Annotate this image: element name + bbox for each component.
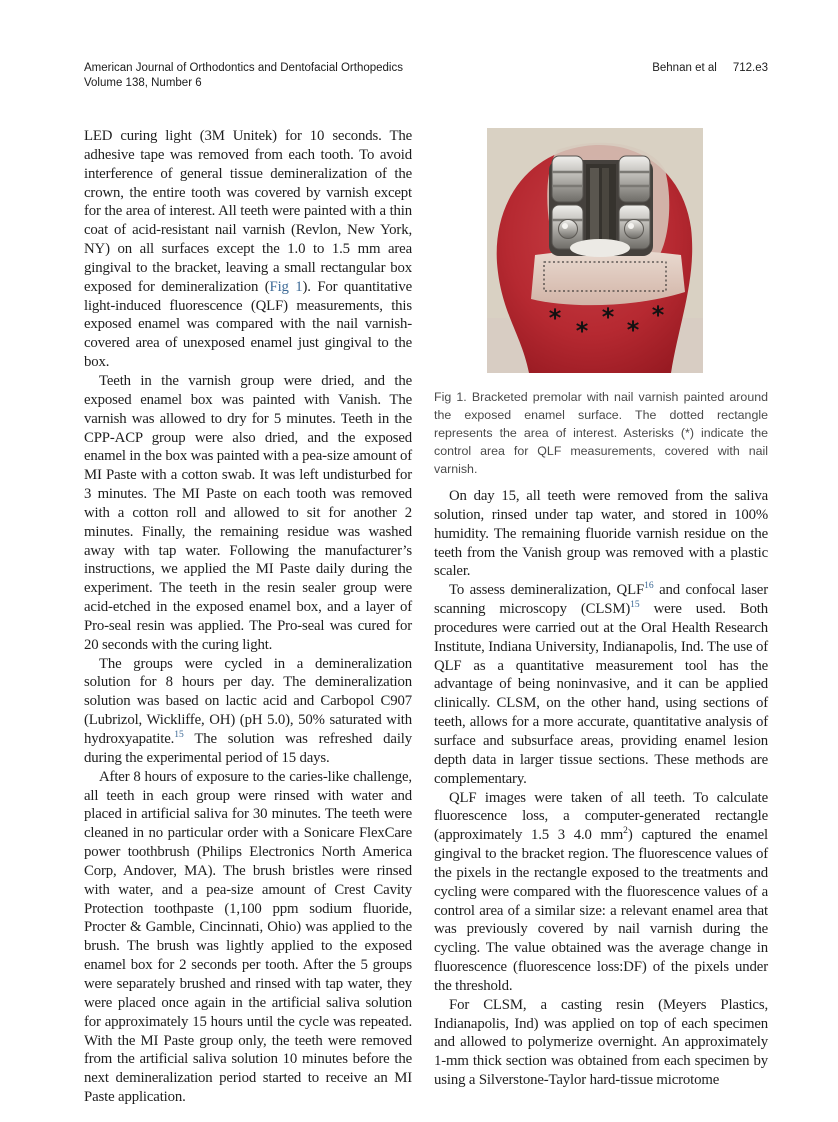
figure-reference-link[interactable]: Fig 1 xyxy=(269,278,303,295)
paragraph: Teeth in the varnish group were dried, and the exposed enamel box was painted with Vanish. The varnish was allowed to dry for 5 minutes. Teeth in the CPP-ACP group were also dried, and the exposed enamel in the box was painted with a pea-size amount of MI Paste with a cotton swab. It was left undisturbed for 3 minutes. The MI Paste on each tooth was removed with a cotton roll and allowed to sit for another 2 minutes. Finally, the remaining residue was washed away with tap water. Following the manufacturer’s instructions, we applied the MI Paste daily during the experiment. The teeth in the resin sealer group were acid-etched in the exposed enamel box, and a layer of Pro-seal resin was applied. The Pro-seal was cured for 20 seconds with the curing light. xyxy=(84,372,412,653)
two-column-body xyxy=(84,127,768,1107)
running-authors: Behnan et al xyxy=(652,62,717,74)
citation-reference-link[interactable]: 16 xyxy=(644,581,654,592)
journal-name: American Journal of Orthodontics and Dentofacial Orthopedics xyxy=(84,62,403,74)
paragraph: LED curing light (3M Unitek) for 10 seconds. The adhesive tape was removed from each tooth. To avoid interference of general tissue demineralization of the crown, the entire tooth was covered by varnish except for the area of interest. All teeth were painted with a thin coat of acid-resistant nail varnish (Revlon, New York, NY) on all surfaces except the 1.0 to 1.5 mm area gingival to the bracket, leaving a small rectangular box exposed for demineralization (Fig 1). For quantitative light-induced fluorescence (QLF) measurements, this exposed enamel was compared with the nail varnish-covered area of unexposed enamel just gingival to the box. xyxy=(84,128,412,371)
asterisk-marker: * xyxy=(651,301,665,329)
paragraph: On day 15, all teeth were removed from the saliva solution, rinsed under tap water, and stored in 100% humidity. The remaining fluoride varnish residue on the teeth from the Vanish group was removed with a plastic scaler. xyxy=(434,488,768,580)
paragraph: After 8 hours of exposure to the caries-like challenge, all teeth in each group were rinsed with water and placed in artificial saliva for 30 minutes. The teeth were cleaned in no particular order with a Sonicare FlexCare power toothbrush (Philips Electronics North America Corp, Andover, MA). The brush bristles were rinsed with water, and a pea-size amount of Crest Cavity Protection toothpaste (1,100 ppm sodium fluoride, Procter & Gamble, Cincinnati, Ohio) was applied to the brush. The brush was lightly applied to the exposed enamel box for 2 seconds per tooth. After the 5 groups were separately brushed and rinsed with tap water, they were placed once again in the artificial saliva solution for approximately 15 hours until the cycle was repeated. With the MI Paste group only, the teeth were removed from the artificial saliva solution 10 minutes before the next demineralization period started to receive an MI Paste application. xyxy=(84,768,412,1106)
citation-reference-link[interactable]: 15 xyxy=(174,730,184,741)
journal-header xyxy=(84,61,768,91)
volume-line: Volume 138, Number 6 xyxy=(84,77,202,89)
asterisk-marker: * xyxy=(626,316,640,344)
figure1 xyxy=(434,128,768,478)
asterisk-marker: * xyxy=(601,303,615,331)
paragraph: For CLSM, a casting resin (Meyers Plastics, Indianapolis, Ind) was applied on top of each specimen and allowed to polymerize overnight. An approximately 1-mm thick section was obtained from each specimen by using a Silverstone-Taylor hard-tissue microtome xyxy=(434,996,768,1089)
right-column xyxy=(434,127,768,1107)
page-number: 712.e3 xyxy=(732,62,768,74)
asterisk-marker: * xyxy=(548,304,562,332)
paragraph: The groups were cycled in a demineralization solution for 8 hours per day. The demineralization solution was based on lactic acid and Carbopol C907 (Lubrizol, Wickliffe, OH) (pH 5.0), 50% saturated with hydroxyapatite.$^{15}$ The solution was refreshed daily during the experimental period of 15 days. xyxy=(84,655,412,766)
asterisk-marker: * xyxy=(575,317,589,345)
figure1-caption: Fig 1. Bracketed premolar with nail varnish painted around the exposed enamel surface. The dotted rectangle represents the area of interest. Asterisks (*) indicate the control area for QLF measurements, covered with nail varnish. xyxy=(434,390,768,476)
figure1-photo xyxy=(487,128,703,373)
citation-reference-link[interactable]: 15 xyxy=(630,600,640,611)
orthodontic-bracket xyxy=(549,156,653,257)
left-column xyxy=(84,127,412,1107)
journal-header-right xyxy=(652,61,768,76)
enamel-band xyxy=(531,251,685,306)
paragraph: To assess demineralization, QLF$^{16}$ and confocal laser scanning microscopy (CLSM)$^{15}$ were used. Both procedures were carried out at the Oral Health Research Institute, Indiana University, Indianapolis, Ind. The use of QLF as a quantitative measurement tool has the advantage of being noninvasive, and it can be applied clinically. CLSM, on the other hand, using sections of teeth, allows for a more accurate, quantitative analysis of surface and subsurface areas, providing enamel lesion depth data in larger tissue sections. These methods are complementary. xyxy=(434,581,769,787)
superscript: 2 xyxy=(623,826,628,837)
journal-header-left xyxy=(84,61,403,91)
paragraph: QLF images were taken of all teeth. To calculate fluorescence loss, a computer-generated rectangle (approximately 1.5 3 4.0 $mm^2$) captured the enamel gingival to the bracket region. The fluorescence values of the pixels in the rectangle exposed to the treatments and cycling were compared with the fluorescence values of a control area of a similar size: a relevant enamel area that was previously covered by nail varnish during the cycling. The value obtained was the average change in fluorescence (fluorescence loss:DF) of the pixels under the threshold. xyxy=(434,789,768,994)
